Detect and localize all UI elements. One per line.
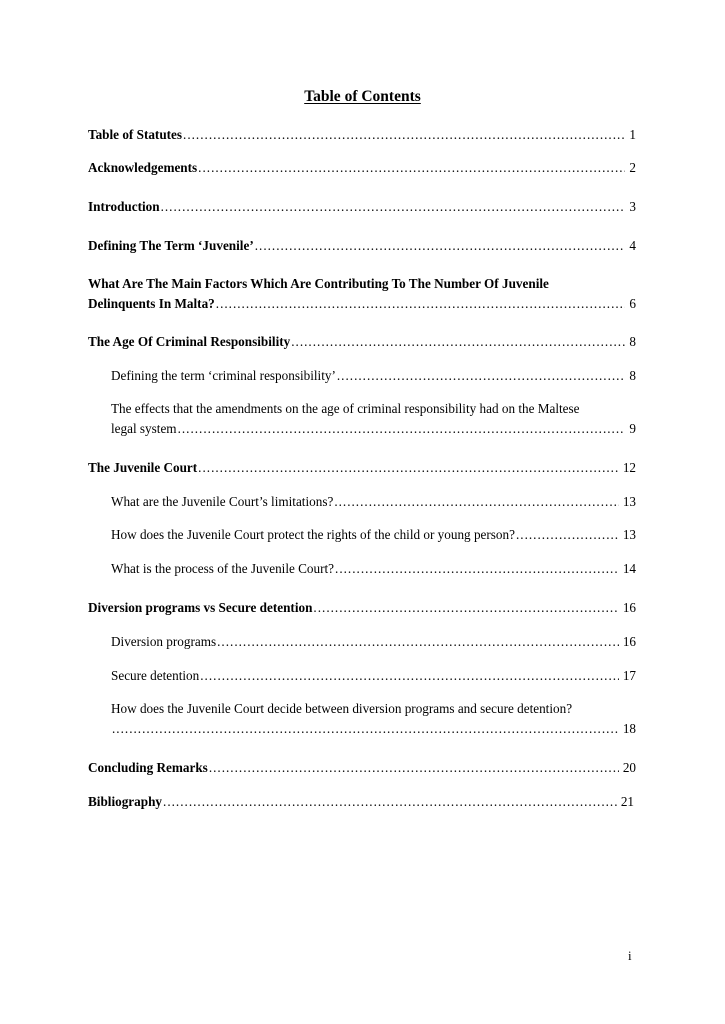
toc-entry-label: How does the Juvenile Court protect the rights of the child or young person?: [111, 527, 515, 542]
toc-page-number: 2: [629, 160, 636, 175]
toc-subentry-effects-amendments[interactable]: [111, 419, 636, 439]
dot-leader: [200, 666, 619, 686]
toc-entry-main-factors-line1[interactable]: What Are The Main Factors Which Are Contributing To The Number Of Juvenile: [88, 276, 549, 291]
dot-leader: [161, 197, 626, 217]
toc-subentry-decide[interactable]: [111, 719, 636, 739]
toc-subentry-protect-rights[interactable]: [111, 525, 636, 545]
toc-entry-juvenile-court[interactable]: [88, 458, 636, 478]
toc-page-number: 13: [622, 494, 636, 509]
toc-entry-label: The Age Of Criminal Responsibility: [88, 334, 291, 349]
toc-entry-bibliography[interactable]: [88, 792, 634, 812]
toc-entry-acknowledgements[interactable]: [88, 158, 636, 178]
toc-entry-statutes[interactable]: [88, 125, 636, 145]
toc-entry-label: Concluding Remarks: [88, 760, 208, 775]
dot-leader: [178, 419, 626, 439]
toc-entry-label: Defining the term ‘criminal responsibility’: [111, 368, 336, 383]
toc-subentry-process[interactable]: [111, 559, 636, 579]
toc-page-number: 6: [629, 296, 636, 311]
toc-page-number: 16: [622, 634, 636, 649]
dot-leader: [337, 366, 626, 386]
toc-page-number: 8: [629, 334, 636, 349]
toc-page-number: 17: [622, 668, 636, 683]
toc-entry-label: The Juvenile Court: [88, 460, 198, 475]
dot-leader: [291, 332, 625, 352]
dot-leader: [217, 632, 619, 652]
toc-subentry-diversion-programs[interactable]: [111, 632, 636, 652]
toc-entry-label: Secure detention: [111, 668, 200, 683]
dot-leader: [198, 158, 625, 178]
dot-leader: [313, 598, 618, 618]
dot-leader: [163, 792, 617, 812]
toc-entry-label: What are the Juvenile Court’s limitations?: [111, 494, 334, 509]
toc-entry-label: Delinquents In Malta?: [88, 296, 215, 311]
toc-entry-label: Defining The Term ‘Juvenile’: [88, 238, 254, 253]
toc-page-number: 12: [622, 460, 636, 475]
toc-entry-age-criminal-responsibility[interactable]: [88, 332, 636, 352]
dot-leader: [335, 559, 619, 579]
toc-page-number: 18: [622, 721, 636, 736]
toc-entry-label: What is the process of the Juvenile Court?: [111, 561, 335, 576]
toc-page-number: 4: [629, 238, 636, 253]
page-number-footer: i: [628, 948, 632, 963]
toc-entry-defining-juvenile[interactable]: [88, 236, 636, 256]
toc-page-number: 14: [622, 561, 636, 576]
toc-entry-label: Table of Statutes: [88, 127, 183, 142]
toc-page-number: 3: [629, 199, 636, 214]
toc-entry-concluding-remarks[interactable]: [88, 758, 636, 778]
toc-entry-label: Bibliography: [88, 794, 163, 809]
dot-leader: [334, 492, 619, 512]
dot-leader: [255, 236, 626, 256]
toc-page-number: 9: [629, 421, 636, 436]
toc-page-number: 20: [622, 760, 636, 775]
dot-leader: [216, 294, 626, 314]
dot-leader: [209, 758, 619, 778]
toc-subentry-secure-detention[interactable]: [111, 666, 636, 686]
page-title: Table of Contents: [304, 88, 421, 105]
toc-subentry-defining-criminal[interactable]: [111, 366, 636, 386]
toc-page-number: 13: [622, 527, 636, 542]
toc-entry-label: Diversion programs vs Secure detention: [88, 600, 313, 615]
toc-entry-label: Acknowledgements: [88, 160, 198, 175]
toc-page-number: 8: [629, 368, 636, 383]
dot-leader: [516, 525, 619, 545]
toc-subentry-limitations[interactable]: [111, 492, 636, 512]
toc-entry-main-factors[interactable]: [88, 294, 636, 314]
toc-entry-diversion-vs-secure[interactable]: [88, 598, 636, 618]
toc-entry-introduction[interactable]: [88, 197, 636, 217]
toc-entry-label: Introduction: [88, 199, 160, 214]
toc-entry-label: Diversion programs: [111, 634, 217, 649]
toc-entry-label: legal system: [111, 421, 177, 436]
dot-leader: [112, 719, 619, 739]
dot-leader: [183, 125, 625, 145]
toc-page-number: 1: [629, 127, 636, 142]
dot-leader: [198, 458, 619, 478]
toc-page-number: 16: [622, 600, 636, 615]
toc-page-number: 21: [620, 794, 634, 809]
toc-subentry-effects-line1[interactable]: The effects that the amendments on the age of criminal responsibility had on the Maltese: [111, 401, 580, 416]
toc-subentry-decide-line1[interactable]: How does the Juvenile Court decide between diversion programs and secure detention?: [111, 701, 573, 716]
